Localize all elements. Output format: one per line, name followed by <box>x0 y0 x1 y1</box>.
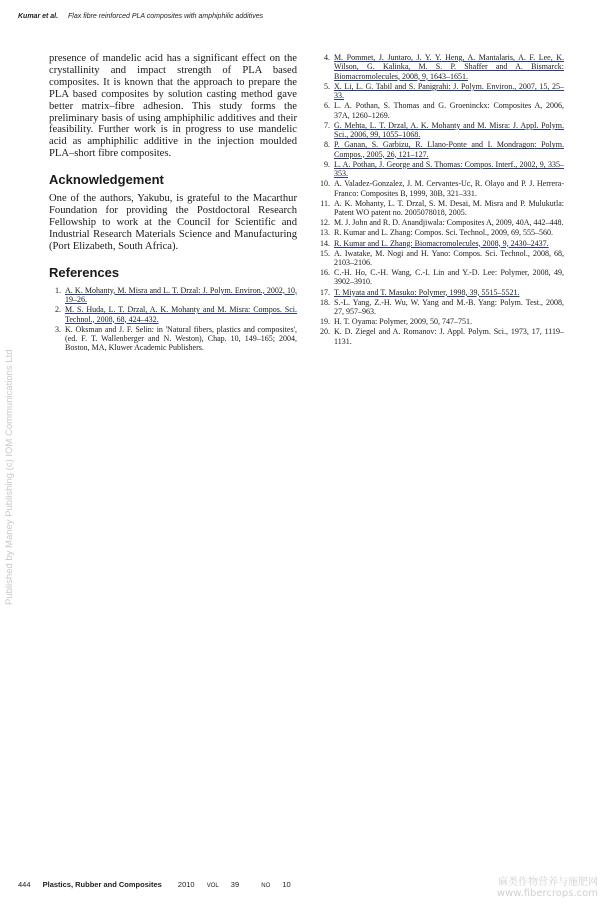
page-footer <box>18 880 311 889</box>
right-column <box>318 53 564 347</box>
issue-info: NO 10 <box>261 880 291 889</box>
page-number: 444 <box>18 880 31 889</box>
reference-item: 7. G. Mehta, L. T. Drzal, A. K. Mohanty and M. Misra: J. Appl. Polym. Sci., 2006, 99, 1055–1068. <box>324 120 564 140</box>
volume-info: VOL 39 <box>206 880 240 889</box>
acknowledgement-heading: Acknowledgement <box>49 172 164 188</box>
reference-item: 13. R. Kumar and L. Zhang: Compos. Sci. Technol., 2009, 69, 555–560. <box>320 228 554 238</box>
conclusion-paragraph: presence of mandelic acid has a significant effect on the crystallinity and impact strength of PLA based composites. It is known that the approach to prepare the PLA based composites by solution casting method gave better matrix–fibre adhesion. This study forms the preliminary basis of using amphiphilic additives and their feasibility. Further work is in progress to use mandelic acid as amphiphilic additive in the injection moulded PLA–short fibre composites. <box>49 53 297 160</box>
reference-item: 4. M. Pommet, J. Juntaro, J. Y. Y. Heng, A. Mantalaris, A. F. Lee, K. Wilson, G. Kalinka, M. S. P. Shaffer and A. Bismarck: Biomacromolecules, 2008, 9, 1643–1651. <box>324 53 564 81</box>
reference-item: 9. L. A. Pothan, J. George and S. Thomas: Compos. Interf., 2002, 9, 335–353. <box>324 159 564 179</box>
site-watermark-url: www.fibercrops.com <box>496 888 598 899</box>
reference-item: 20. K. D. Ziegel and A. Romanov: J. Appl. Polym. Sci., 1973, 17, 1119–1131. <box>320 327 564 346</box>
reference-item: 12. M. J. John and R. D. Anandjiwala: Composites A, 2009, 40A, 442–448. <box>320 218 564 228</box>
reference-item: 18. S.-L. Yang, Z.-H. Wu, W. Yang and M.-B. Yang: Polym. Test., 2008, 27, 957–963. <box>320 297 564 317</box>
reference-item: 6. L. A. Pothan, S. Thomas and G. Groeninckx: Composites A, 2006, 37A, 1260–1269. <box>324 101 564 120</box>
running-head-title: Flax fibre reinforced PLA composites with amphiphilic additives <box>68 13 264 20</box>
journal-year: 2010 <box>177 880 195 889</box>
references-list-left <box>49 286 297 353</box>
site-watermark-cn: 麻类作物营养与施肥网 <box>498 877 598 888</box>
references-list-right <box>318 53 564 346</box>
publisher-watermark <box>4 295 16 605</box>
reference-item: 11. A. K. Mohanty, L. T. Drzal, S. M. Desai, M. Misra and P. Mulukutla: Patent WO patent no. 2005078018, 2005. <box>320 198 564 218</box>
reference-item: 15. A. Iwatake, M. Nogi and H. Yano: Compos. Sci. Technol., 2008, 68, 2103–2106. <box>320 248 564 267</box>
acknowledgement-paragraph: One of the authors, Yakubu, is grateful to the Macarthur Foundation for providing the Postdoctoral Research Fellowship to work at the Council for Scientific and Industrial Research Materials Science and Manufacturing (Port Elizabeth, South Africa). <box>49 193 297 252</box>
reference-item: 10. A. Valadez-Gonzalez, J. M. Cervantes-Uc, R. Olayo and P. J. Herrera-Franco: Composites B, 1999, 30B, 321–331. <box>320 179 564 198</box>
journal-name: Plastics, Rubber and Composites <box>42 880 162 889</box>
reference-item: 2. M. S. Huda, L. T. Drzal, A. K. Mohanty and M. Misra: Compos. Sci. Technol., 2008, 68, 424–432. <box>55 305 297 324</box>
reference-item: 5. X. Li, L. G. Tabil and S. Panigrahi: J. Polym. Environ., 2007, 15, 25–33. <box>324 81 564 101</box>
reference-item: 1. A. K. Mohanty, M. Misra and L. T. Drzal: J. Polym. Environ., 2002, 10, 19–26. <box>55 285 297 305</box>
reference-item: 14. R. Kumar and L. Zhang: Biomacromolecules, 2008, 9, 2430–2437. <box>320 238 549 248</box>
left-column <box>49 53 297 353</box>
publisher-watermark-text: Published by Maney Publishing (c) IOM Communications Ltd <box>4 349 15 605</box>
running-head <box>18 13 263 20</box>
reference-item: 8. P. Ganan, S. Garbizu, R. Llano-Ponte and I. Mondragon: Polym. Compos., 2005, 26, 121–127. <box>324 140 564 159</box>
references-heading: References <box>49 264 120 280</box>
site-watermark <box>497 877 598 899</box>
reference-item: 17. T. Miyata and T. Masuko: Polymer, 1998, 39, 5515–5521. <box>320 287 520 297</box>
reference-item: 16. C.-H. Ho, C.-H. Wang, C.-I. Lin and Y.-D. Lee: Polymer, 2008, 49, 3902–3910. <box>320 268 564 287</box>
reference-item: 19. H. T. Oyama: Polymer, 2009, 50, 747–751. <box>320 317 473 327</box>
reference-item: 3. K. Oksman and J. F. Selin: in 'Natural fibers, plastics and composites', (ed. F. T. Wallenberger and N. Weston), Chap. 10, 149–165; 2004, Boston, MA, Kluwer Academic Publishers. <box>55 324 297 353</box>
running-head-authors: Kumar et al. <box>18 13 59 20</box>
